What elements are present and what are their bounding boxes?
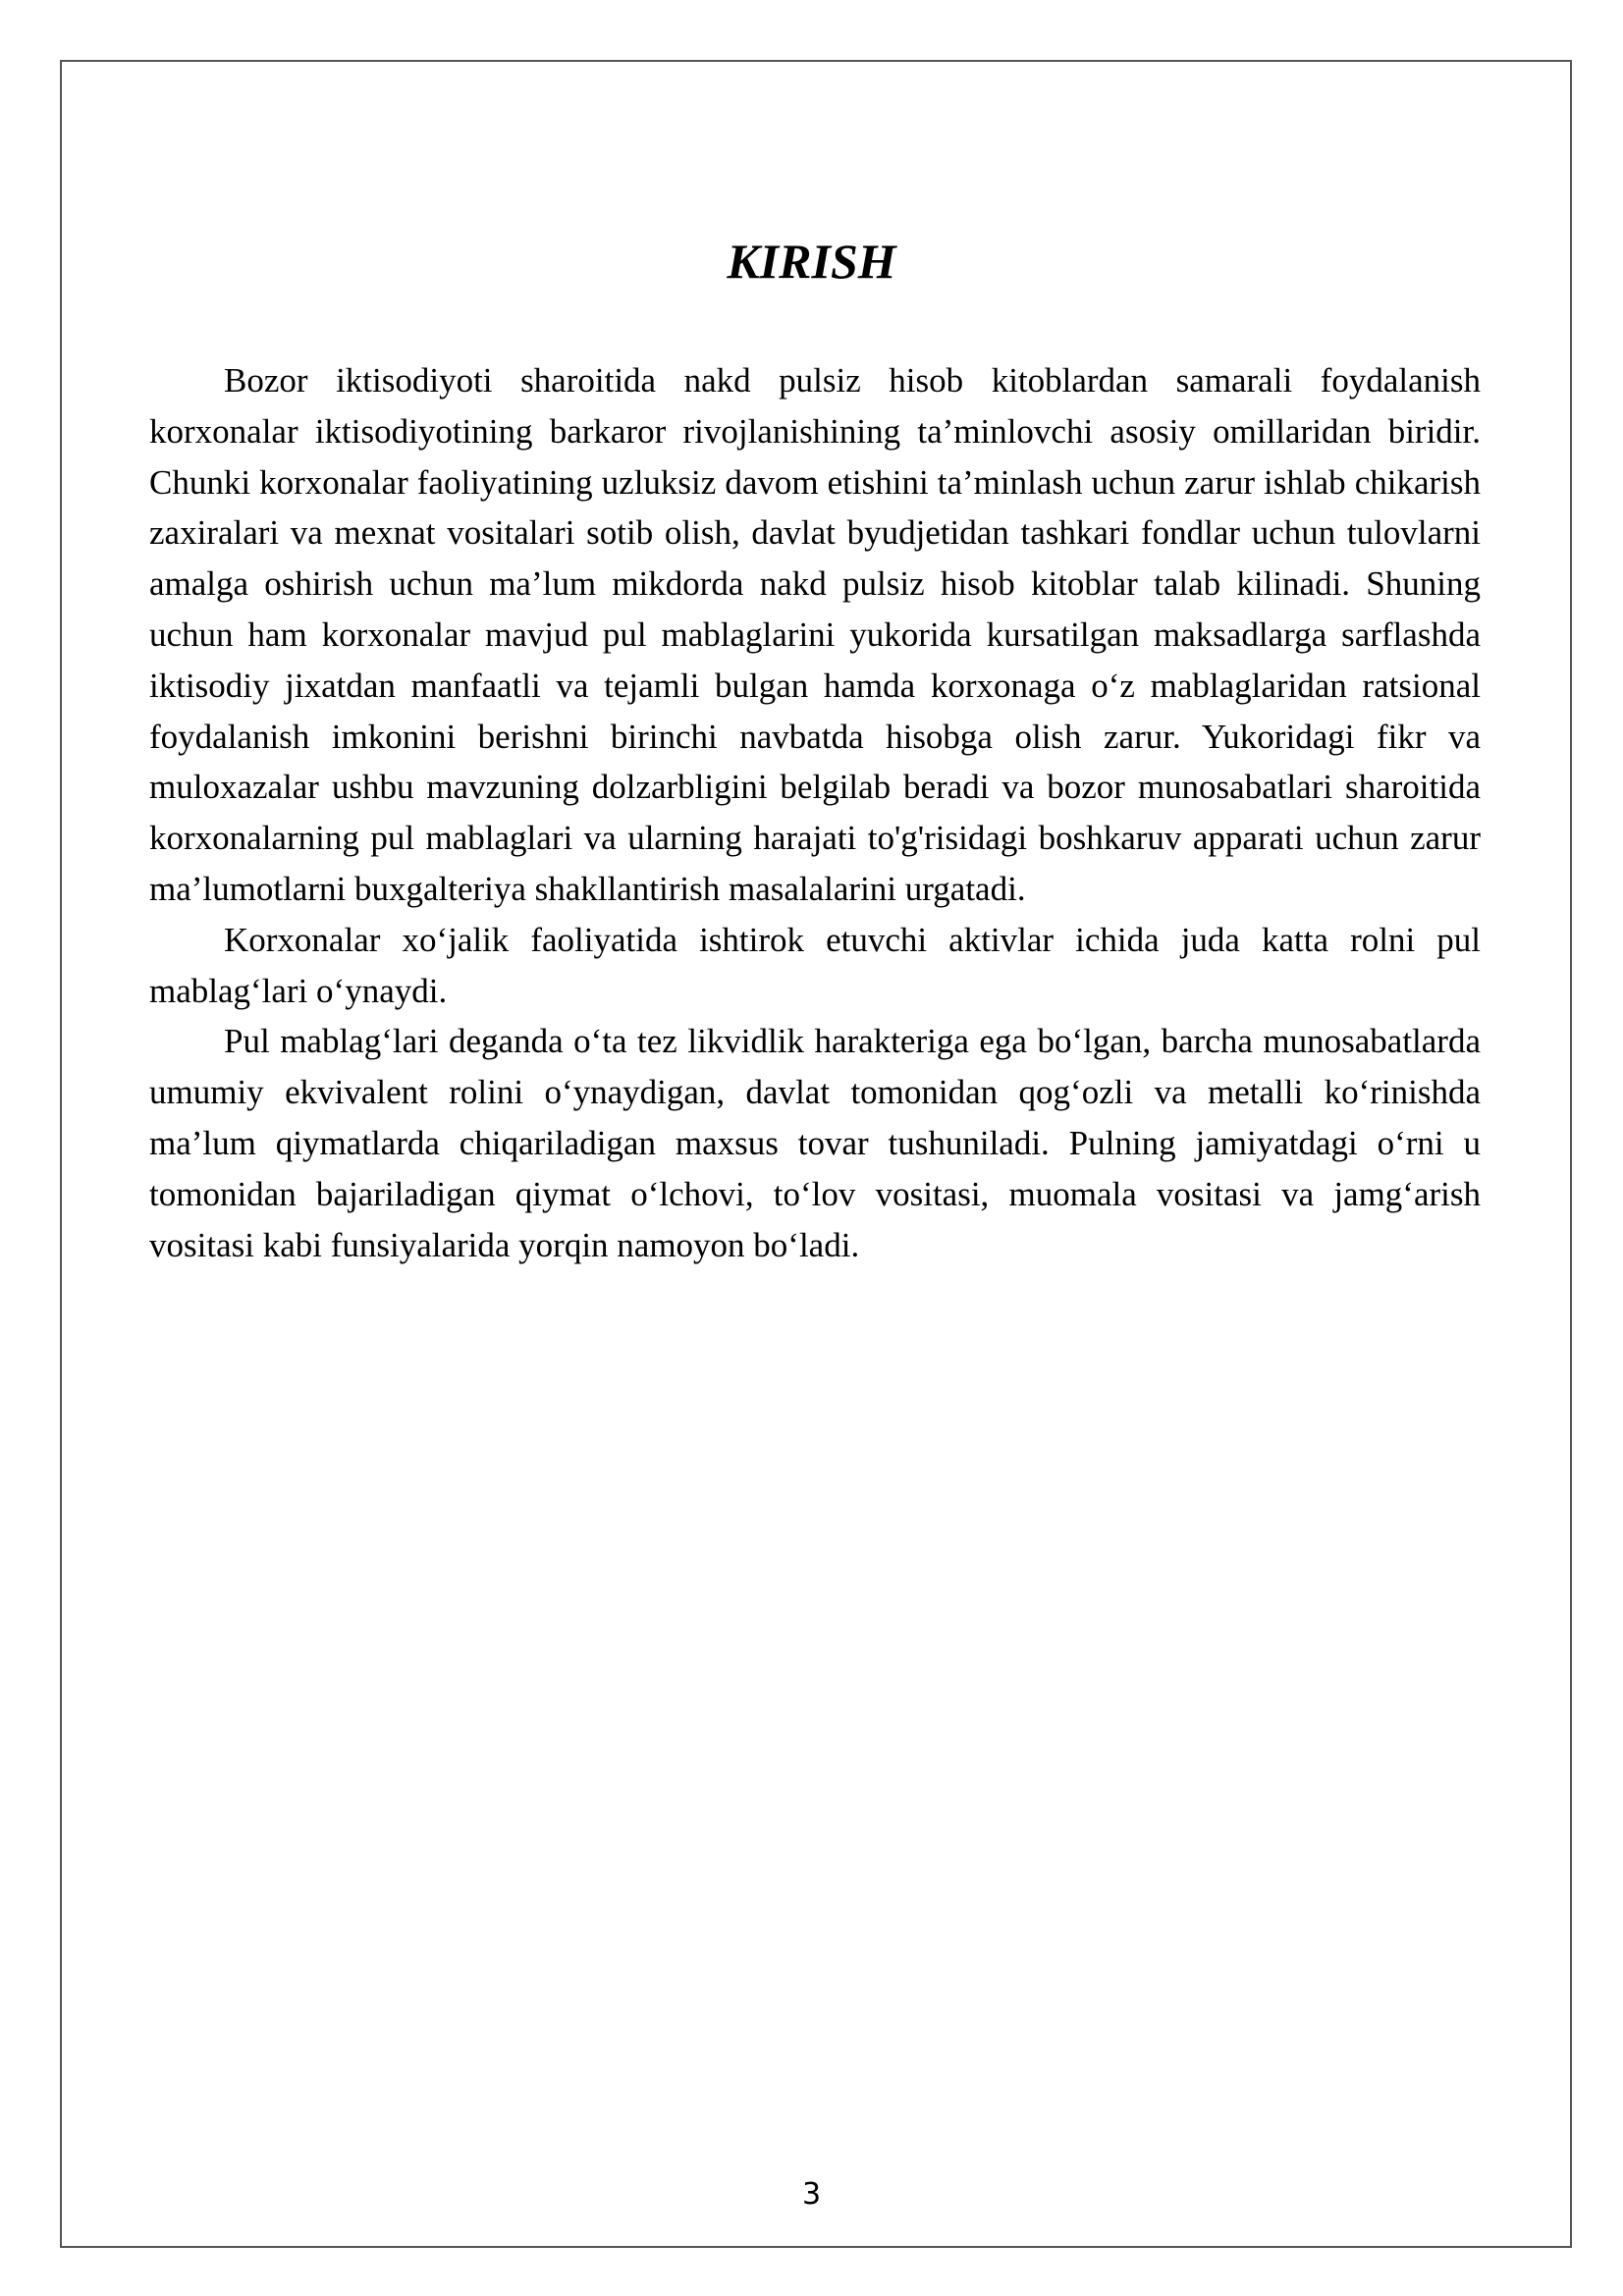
paragraph-3: Pul mablag‘lari deganda o‘ta tez likvidlik harakteriga ega bo‘lgan, barcha munosabatlarda umumiy ekvivalent rolini o‘ynaydigan, davlat tomonidan qog‘ozli va metalli ko‘rinishda ma’lum qiymatlarda chiqariladigan maxsus tovar tushuniladi. Pulning jamiyatdagi o‘rni u tomonidan bajariladigan qiymat o‘lchovi, to‘lov vositasi, muomala vositasi va jamg‘arish vositasi kabi funsiyalarida yorqin namoyon bo‘ladi. xyxy=(149,1022,1481,1264)
paragraph-1: Bozor iktisodiyoti sharoitida nakd pulsiz hisob kitoblardan samarali foydalanish korxonalar iktisodiyotining barkaror rivojlanishining ta’minlovchi asosiy omillaridan biridir. Chunki korxonalar faoliyatining uzluksiz davom etishini ta’minlash uchun zarur ishlab chikarish zaxiralari va mexnat vositalari sotib olish, davlat byudjetidan tashkari fondlar uchun tulovlarni amalga oshirish uchun ma’lum mikdorda nakd pulsiz hisob kitoblar talab kilinadi. Shuning uchun ham korxonalar mavjud pul mablaglarini yukorida kursatilgan maksadlarga sarflashda iktisodiy jixatdan manfaatli va tejamli bulgan hamda korxonaga o‘z mablaglaridan ratsional foydalanish imkonini berishni birinchi navbatda hisobga olish zarur. Yukoridagi fikr va muloxazalar ushbu mavzuning dolzarbligini belgilab beradi va bozor munosabatlari sharoitida korxonalarning pul mablaglari va ularning harajati to'g'risidagi boshkaruv apparati uchun zarur ma’lumotlarni buxgalteriya shakllantirish masalalarini urgatadi. xyxy=(149,361,1481,908)
paragraph-2: Korxonalar xo‘jalik faoliyatida ishtirok etuvchi aktivlar ichida juda katta rolni pul mablag‘lari o‘ynaydi. xyxy=(149,920,1481,1010)
document-body xyxy=(149,355,1481,1270)
page-title: KIRISH xyxy=(727,234,896,289)
page-number: 3 xyxy=(801,2177,822,2212)
